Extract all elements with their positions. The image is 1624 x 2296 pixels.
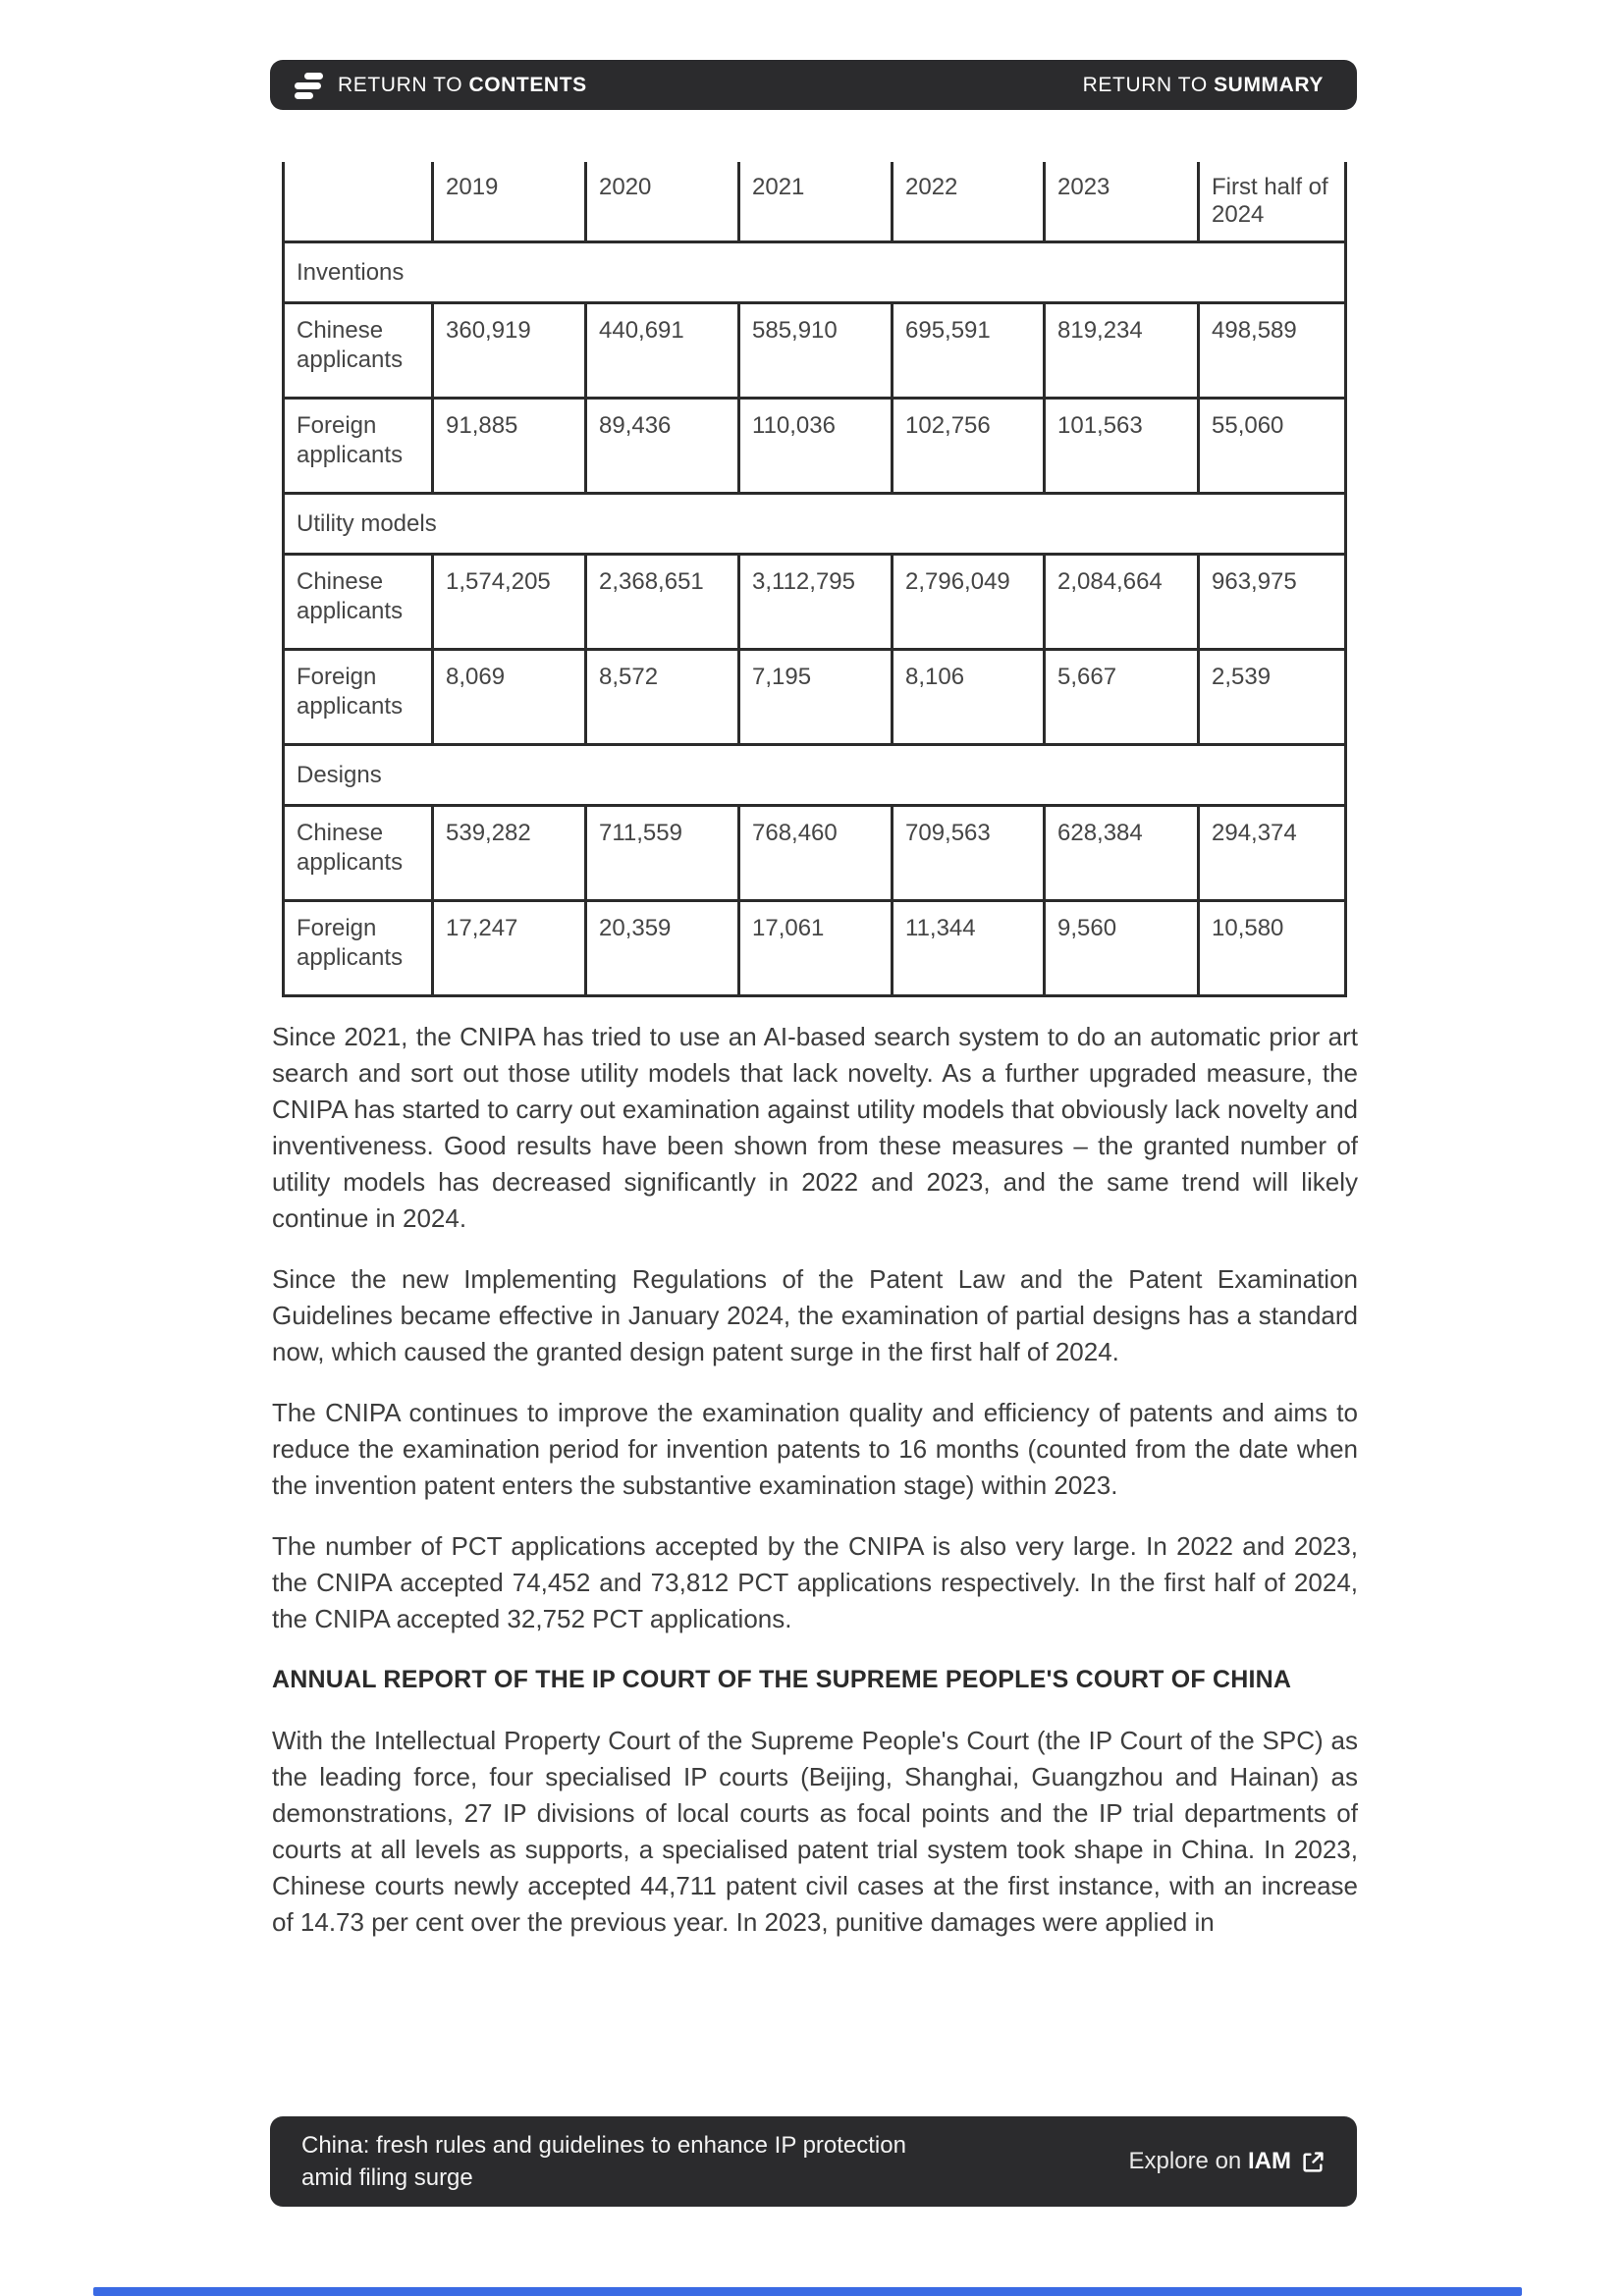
table-cell: 101,563 <box>1045 399 1199 494</box>
column-header-2021: 2021 <box>739 162 893 242</box>
table-cell: 628,384 <box>1045 806 1199 901</box>
row-label: Foreign applicants <box>284 399 433 494</box>
table-cell: 10,580 <box>1199 901 1346 996</box>
table-cell: 7,195 <box>739 650 893 745</box>
table-section-utility-models <box>284 494 1346 555</box>
footer-title-line1: China: fresh rules and guidelines to enhance IP protection <box>301 2132 906 2159</box>
paragraph: Since the new Implementing Regulations of the Patent Law and the Patent Examination Guidelines became effective in January 2024, the examination of partial designs has a standard now, which caused the granted design patent surge in the first half of 2024. <box>272 1264 1358 1366</box>
table-cell: 8,069 <box>433 650 586 745</box>
footer-title-line2: amid filing surge <box>301 2164 473 2191</box>
table-cell: 8,106 <box>893 650 1045 745</box>
row-label: Chinese applicants <box>284 555 433 650</box>
table-cell: 963,975 <box>1199 555 1346 650</box>
table-cell: 585,910 <box>739 303 893 399</box>
table-cell: 89,436 <box>586 399 739 494</box>
paragraph: The CNIPA continues to improve the examination quality and efficiency of patents and aims to reduce the examination period for invention patents to 16 months (counted from the date when the invention patent enters the substantive examination stage) within 2023. <box>272 1398 1358 1500</box>
return-to-contents-link[interactable] <box>295 72 587 99</box>
table-cell: 11,344 <box>893 901 1045 996</box>
return-to-summary-label: RETURN TO SUMMARY <box>1082 73 1324 96</box>
footer-bar <box>270 2116 1357 2207</box>
row-label: Chinese applicants <box>284 303 433 399</box>
table-cell: 17,247 <box>433 901 586 996</box>
table-cell: 110,036 <box>739 399 893 494</box>
table-cell: 91,885 <box>433 399 586 494</box>
patent-filings-table <box>282 162 1344 997</box>
top-nav-bar <box>270 60 1357 110</box>
table-cell: 9,560 <box>1045 901 1199 996</box>
table-cell: 55,060 <box>1199 399 1346 494</box>
paragraph: With the Intellectual Property Court of the Supreme People's Court (the IP Court of the SPC) as the leading force, four specialised IP courts (Beijing, Shanghai, Guangzhou and Hainan) as demonstrations, 27 IP divisions of local courts as focal points and the IP trial departments of courts at all levels as supports, a specialised patent trial system took shape in China. In 2023, Chinese courts newly accepted 44,711 patent civil cases at the first instance, with an increase of 14.73 per cent over the previous year. In 2023, punitive damages were applied in <box>272 1726 1358 1937</box>
column-header-2019: 2019 <box>433 162 586 242</box>
table-row <box>284 555 1346 650</box>
table-cell: 440,691 <box>586 303 739 399</box>
table-cell: 498,589 <box>1199 303 1346 399</box>
table-header-row <box>284 162 1346 242</box>
table-cell: 709,563 <box>893 806 1045 901</box>
table-cell: 1,574,205 <box>433 555 586 650</box>
column-header-blank <box>284 162 433 242</box>
bottom-accent-bar <box>93 2287 1522 2296</box>
column-header-2020: 2020 <box>586 162 739 242</box>
table-cell: 2,368,651 <box>586 555 739 650</box>
table-cell: 711,559 <box>586 806 739 901</box>
paragraph: Since 2021, the CNIPA has tried to use an AI-based search system to do an automatic prior art search and sort out those utility models that lack novelty. As a further upgraded measure, the CNIPA has started to carry out examination against utility models that obviously lack novelty and inventiveness. Good results have been shown from these measures – the granted number of utility models has decreased significantly in 2022 and 2023, and the same trend will likely continue in 2024. <box>272 1022 1358 1233</box>
table-cell: 17,061 <box>739 901 893 996</box>
return-to-contents-label: RETURN TO CONTENTS <box>338 73 587 96</box>
return-to-summary-link[interactable] <box>1083 74 1324 97</box>
table-cell: 2,084,664 <box>1045 555 1199 650</box>
table-cell: 294,374 <box>1199 806 1346 901</box>
column-header-first-half-2024: First half of 2024 <box>1199 162 1346 242</box>
table-cell: 5,667 <box>1045 650 1199 745</box>
row-label: Foreign applicants <box>284 650 433 745</box>
table-cell: 539,282 <box>433 806 586 901</box>
table-section-designs <box>284 745 1346 806</box>
explore-on-iam-link[interactable] <box>1129 2148 1326 2175</box>
table-cell: 2,539 <box>1199 650 1346 745</box>
section-label: Designs <box>284 745 1346 806</box>
body-text <box>272 1019 1358 1965</box>
table-cell: 819,234 <box>1045 303 1199 399</box>
paragraph: The number of PCT applications accepted by the CNIPA is also very large. In 2022 and 2023, the CNIPA accepted 74,452 and 73,812 PCT applications respectively. In the first half of 2024, the CNIPA accepted 32,752 PCT applications. <box>272 1531 1358 1633</box>
section-label: Inventions <box>284 242 1346 303</box>
table-row <box>284 806 1346 901</box>
table-cell: 360,919 <box>433 303 586 399</box>
section-label: Utility models <box>284 494 1346 555</box>
table-cell: 20,359 <box>586 901 739 996</box>
table-cell: 695,591 <box>893 303 1045 399</box>
contents-icon <box>295 72 324 99</box>
column-header-2022: 2022 <box>893 162 1045 242</box>
table-row <box>284 650 1346 745</box>
column-header-2023: 2023 <box>1045 162 1199 242</box>
table-row <box>284 901 1346 996</box>
section-heading: ANNUAL REPORT OF THE IP COURT OF THE SUPREME PEOPLE'S COURT OF CHINA <box>272 1666 1292 1693</box>
table-row <box>284 303 1346 399</box>
table-row <box>284 399 1346 494</box>
table-section-inventions <box>284 242 1346 303</box>
footer-article-title <box>301 2129 906 2194</box>
explore-link-label: Explore on IAM <box>1128 2148 1291 2174</box>
row-label: Chinese applicants <box>284 806 433 901</box>
table-cell: 102,756 <box>893 399 1045 494</box>
external-link-icon <box>1301 2150 1326 2174</box>
table-cell: 768,460 <box>739 806 893 901</box>
row-label: Foreign applicants <box>284 901 433 996</box>
table-cell: 8,572 <box>586 650 739 745</box>
table-cell: 2,796,049 <box>893 555 1045 650</box>
table-cell: 3,112,795 <box>739 555 893 650</box>
